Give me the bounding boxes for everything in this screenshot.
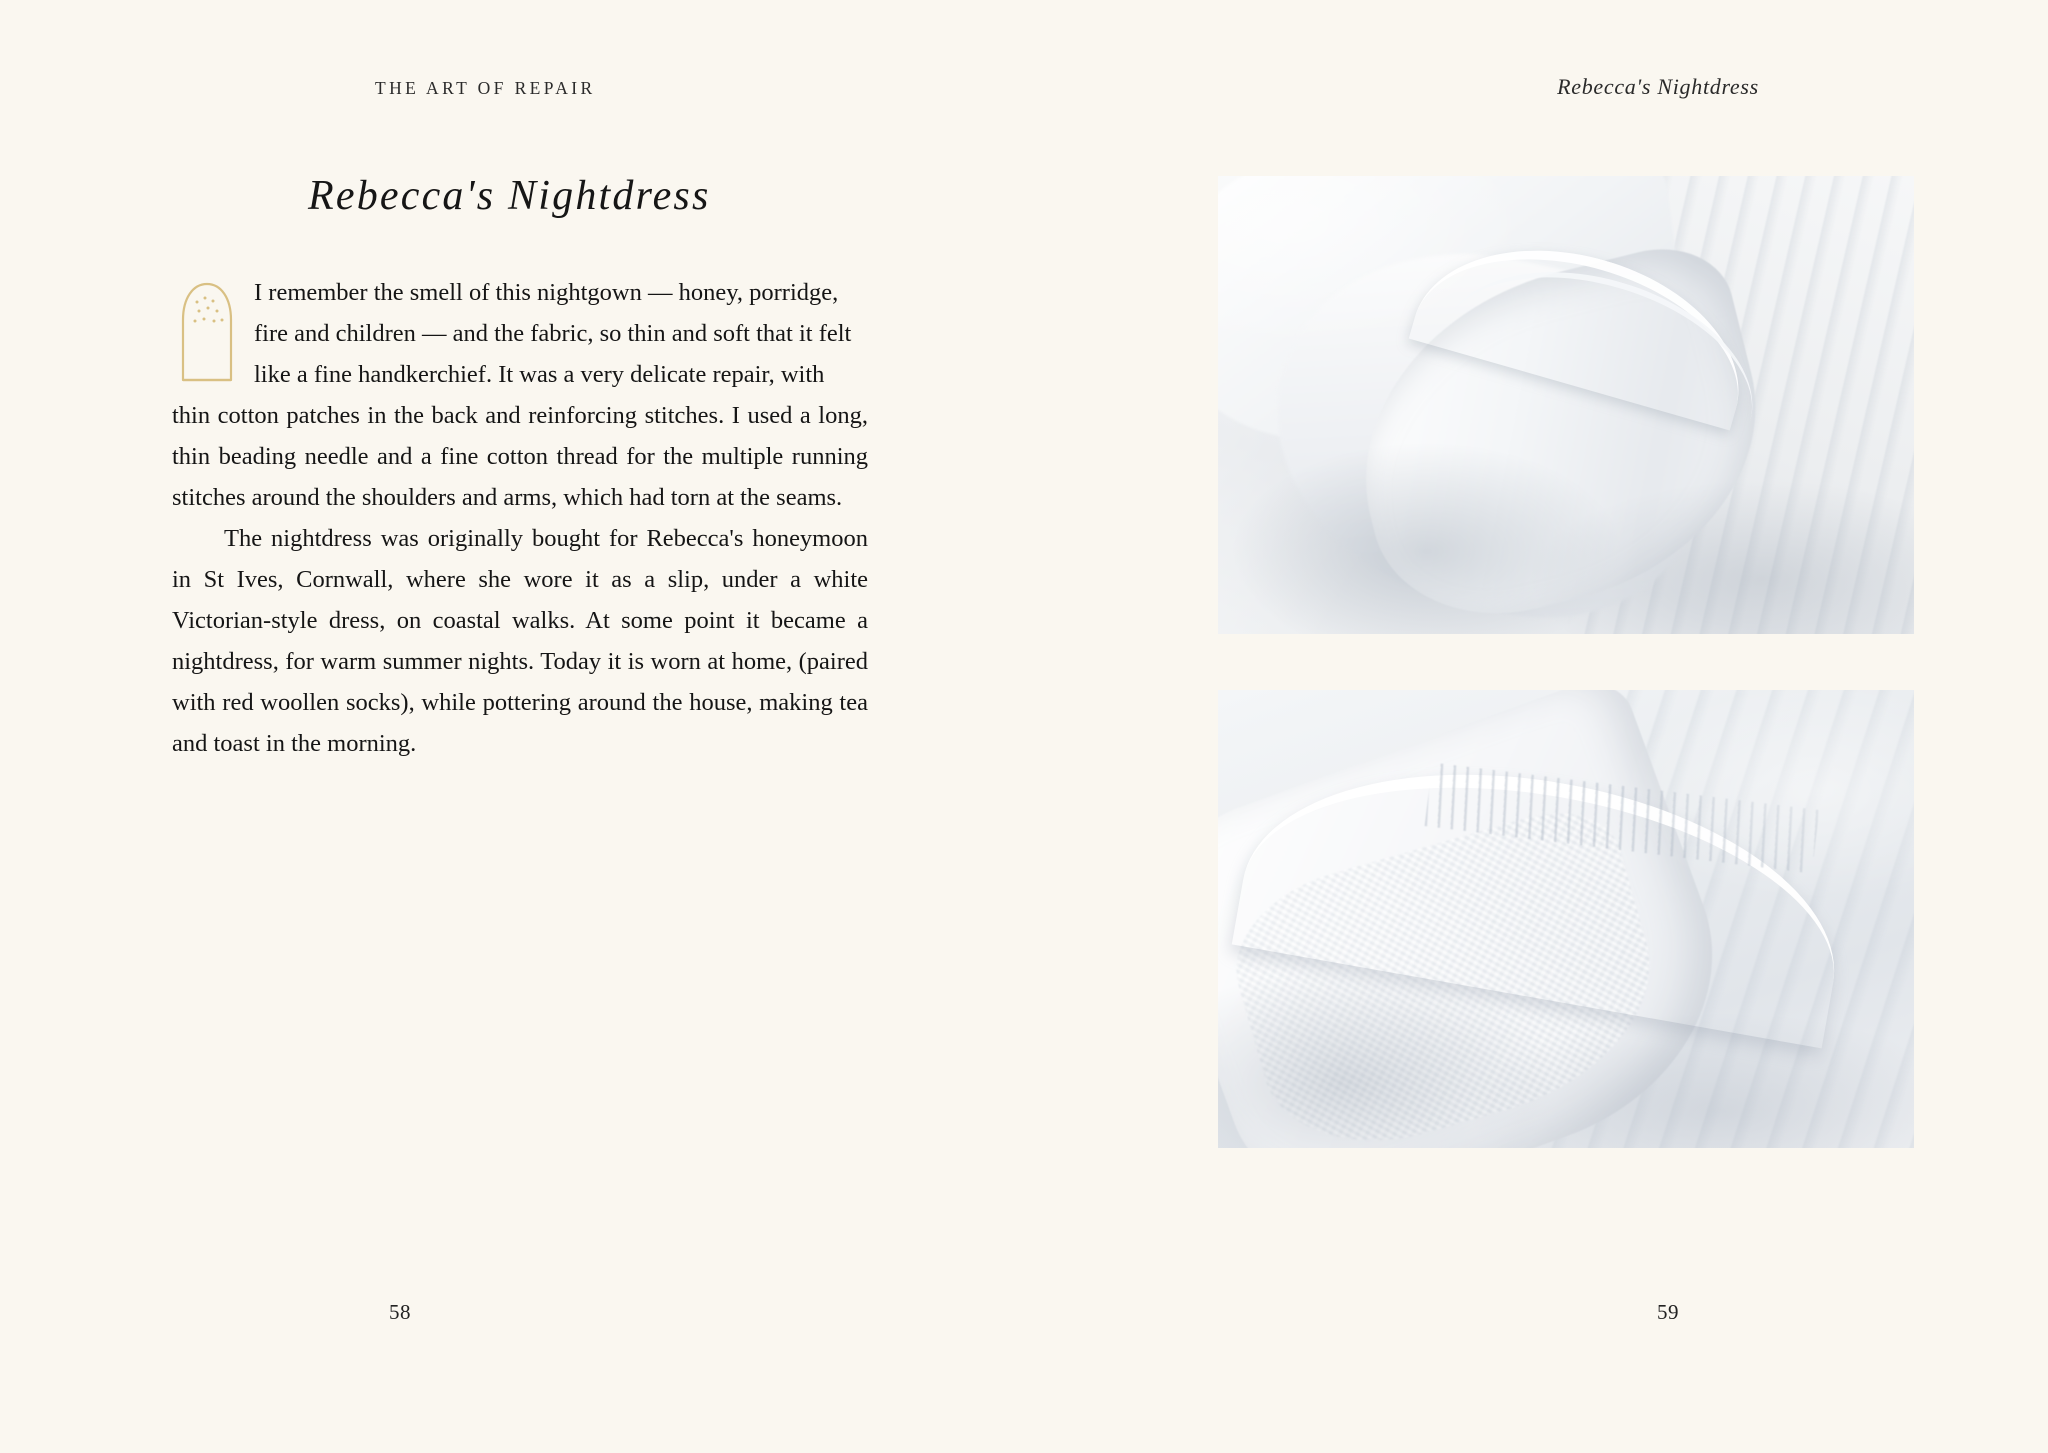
photo-folded-corner — [1218, 690, 1914, 1148]
page-title: Rebecca's Nightdress — [308, 173, 711, 219]
first-paragraph-block — [172, 272, 868, 518]
running-head-left: THE ART OF REPAIR — [375, 78, 596, 98]
paragraph-1-line-2: fire and children — and the fabric, so thin and soft that it felt — [254, 320, 852, 347]
photo-nightdress-ruffle — [1218, 176, 1914, 634]
paragraph-1 — [172, 272, 868, 518]
right-page — [1024, 0, 2048, 1453]
thimble-icon — [171, 276, 243, 384]
page-number-right: 59 — [1657, 1300, 1679, 1324]
body-text — [172, 272, 868, 764]
running-head-right — [1024, 74, 2048, 100]
paragraph-2: The nightdress was originally bought for Rebecca's honeymoon in St Ives, Cornwall, where she wore it as a slip, under a white Victorian-style dress, on coastal walks. At some point it became a nightdress, for warm summer nights. Today it is worn at home, (paired with red woollen socks), while pottering around the house, making tea and toast in the morning. — [172, 525, 868, 757]
page-number-left: 58 — [389, 1300, 411, 1324]
running-head-right-text: Rebecca's Nightdress — [1557, 74, 1759, 99]
paragraph-1-line-1: I remember the smell of this nightgown — honey, porridge, — [254, 279, 839, 306]
paragraph-1-rest: thin cotton patches in the back and reinforcing stitches. I used a long, thin beading needle and a fine cotton thread for the multiple running stitches around the shoulders and arms, which had torn at the seams. — [172, 402, 868, 511]
paragraph-1-line-3: like a fine handkerchief. It was a very delicate repair, with — [254, 361, 825, 388]
